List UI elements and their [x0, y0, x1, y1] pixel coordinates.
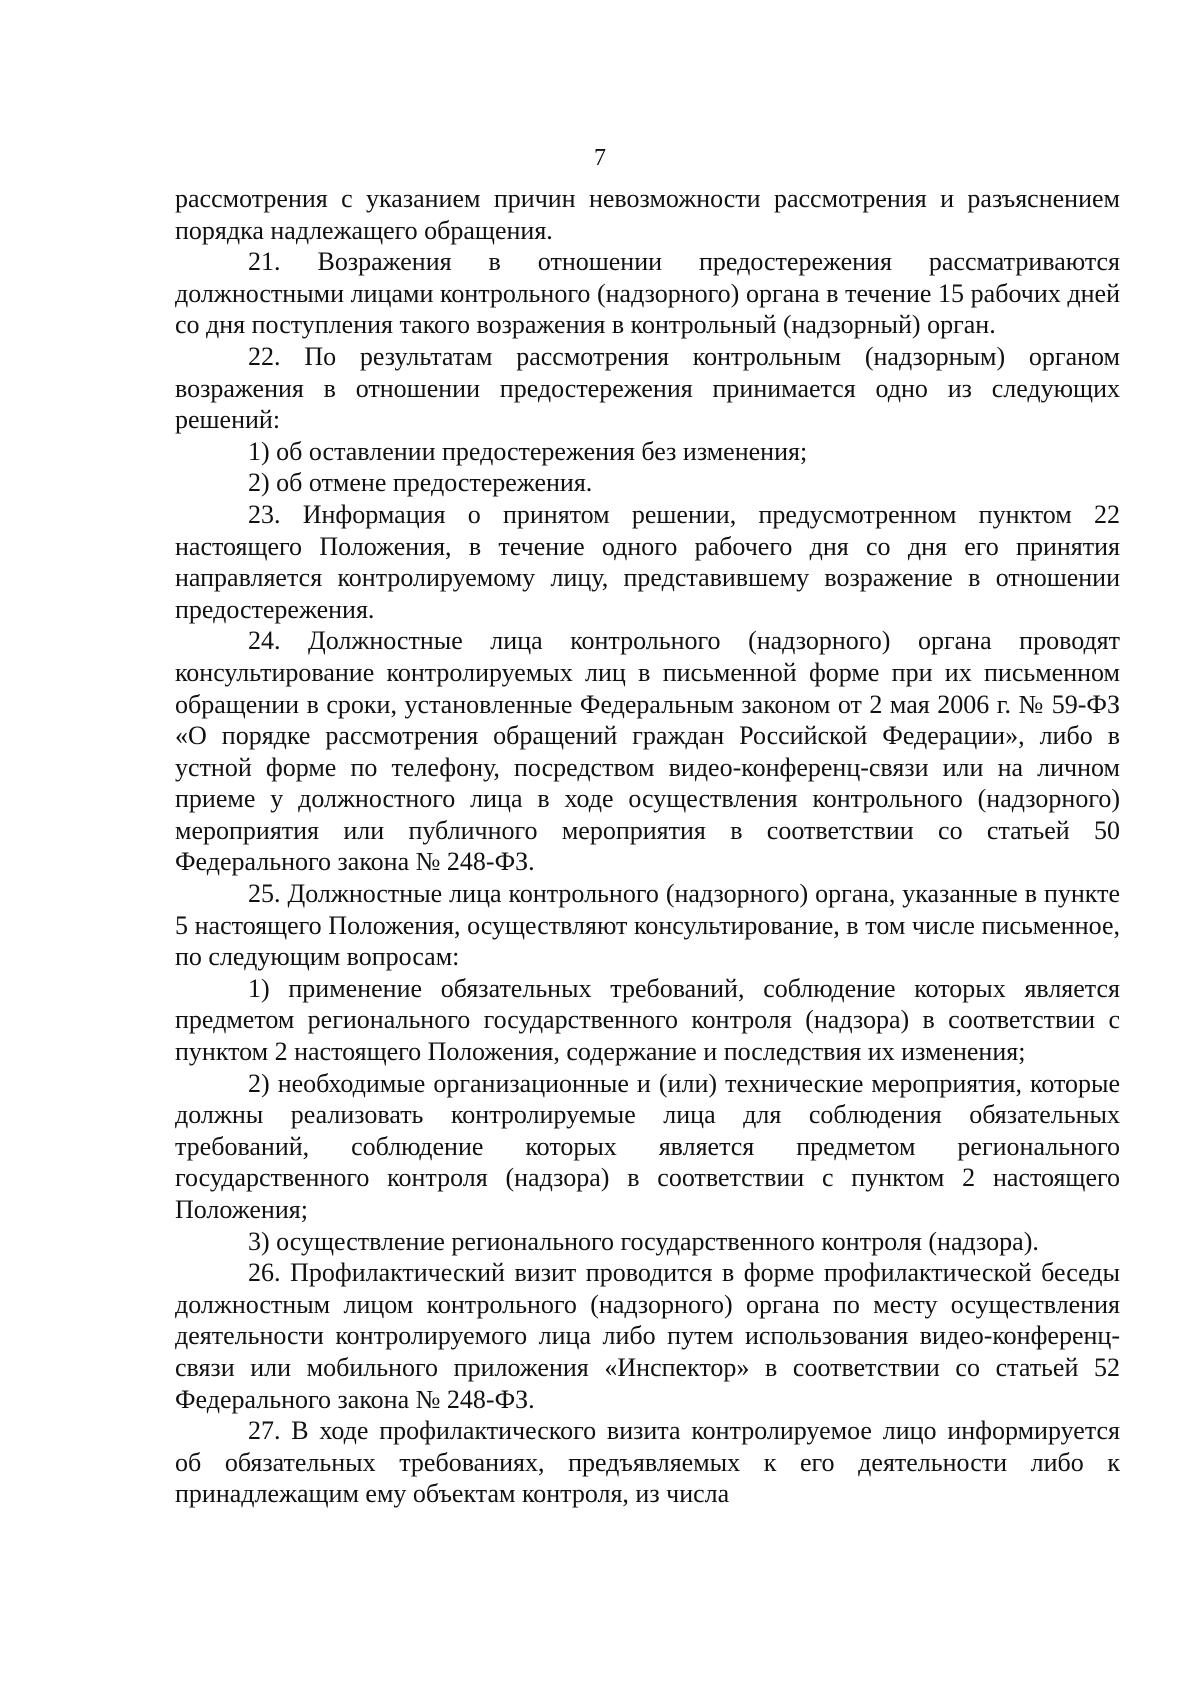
document-body — [175, 183, 1120, 1510]
paragraph-27: 27. В ходе профилактического визита контролируемое лицо информируется об обязательных требованиях, предъявляемых к его деятельности либо к принадлежащим ему объектам контроля, из числа — [175, 1416, 1120, 1509]
paragraph-25-item-2: 2) необходимые организационные и (или) технические мероприятия, которые должны реализовать контролируемые лица для соблюдения обязательных требований, соблюдение которых является предметом регионального государственного контроля (надзора) в соответствии с пунктом 2 настоящего Положения; — [175, 1068, 1120, 1224]
paragraph-24: 24. Должностные лица контрольного (надзорного) органа проводят консультирование контролируемых лиц в письменной форме при их письменном обращении в сроки, установленные Федеральным законом от 2 мая 2006 г. № 59-ФЗ «О порядке рассмотрения обращений граждан Российской Федерации», либо в устной форме по телефону, посредством видео-конференц-связи или на личном приеме у должностного лица в ходе осуществления контрольного (надзорного) мероприятия или публичного мероприятия в соответствии со статьей 50 Федерального закона № 248-ФЗ. — [175, 626, 1120, 877]
paragraph-continuation: рассмотрения с указанием причин невозможности рассмотрения и разъяснением порядка надлежащего обращения. — [175, 184, 1120, 245]
paragraph-21: 21. Возражения в отношении предостережения рассматриваются должностными лицами контрольного (надзорного) органа в течение 15 рабочих дней со дня поступления такого возражения в контрольный (надзорный) орган. — [175, 247, 1120, 340]
paragraph-25-item-3: 3) осуществление регионального государственного контроля (надзора). — [248, 1226, 1039, 1256]
page-number: 7 — [594, 145, 606, 171]
paragraph-25-item-1: 1) применение обязательных требований, соблюдение которых является предметом регионального государственного контроля (надзора) в соответствии с пунктом 2 настоящего Положения, содержание и последствия их изменения; — [175, 973, 1120, 1067]
paragraph-23: 23. Информация о принятом решении, предусмотренном пунктом 22 настоящего Положения, в течение одного рабочего дня со дня его принятия направляется контролируемому лицу, представившему возражение в отношении предостережения. — [175, 499, 1120, 624]
paragraph-25: 25. Должностные лица контрольного (надзорного) органа, указанные в пункте 5 настоящего Положения, осуществляют консультирование, в том числе письменное, по следующим вопросам: — [175, 879, 1120, 972]
paragraph-26: 26. Профилактический визит проводится в форме профилактической беседы должностным лицом контрольного (надзорного) органа по месту осуществления деятельности контролируемого лица либо путем использования видео-конференц-связи или мобильного приложения «Инспектор» в соответствии со статьей 52 Федерального закона № 248-ФЗ. — [175, 1258, 1120, 1414]
paragraph-22: 22. По результатам рассмотрения контрольным (надзорным) органом возражения в отношении предостережения принимается одно из следующих решений: — [175, 341, 1120, 435]
paragraph-22-item-2: 2) об отмене предостережения. — [248, 468, 593, 498]
paragraph-22-item-1: 1) об оставлении предостережения без изменения; — [248, 436, 808, 466]
